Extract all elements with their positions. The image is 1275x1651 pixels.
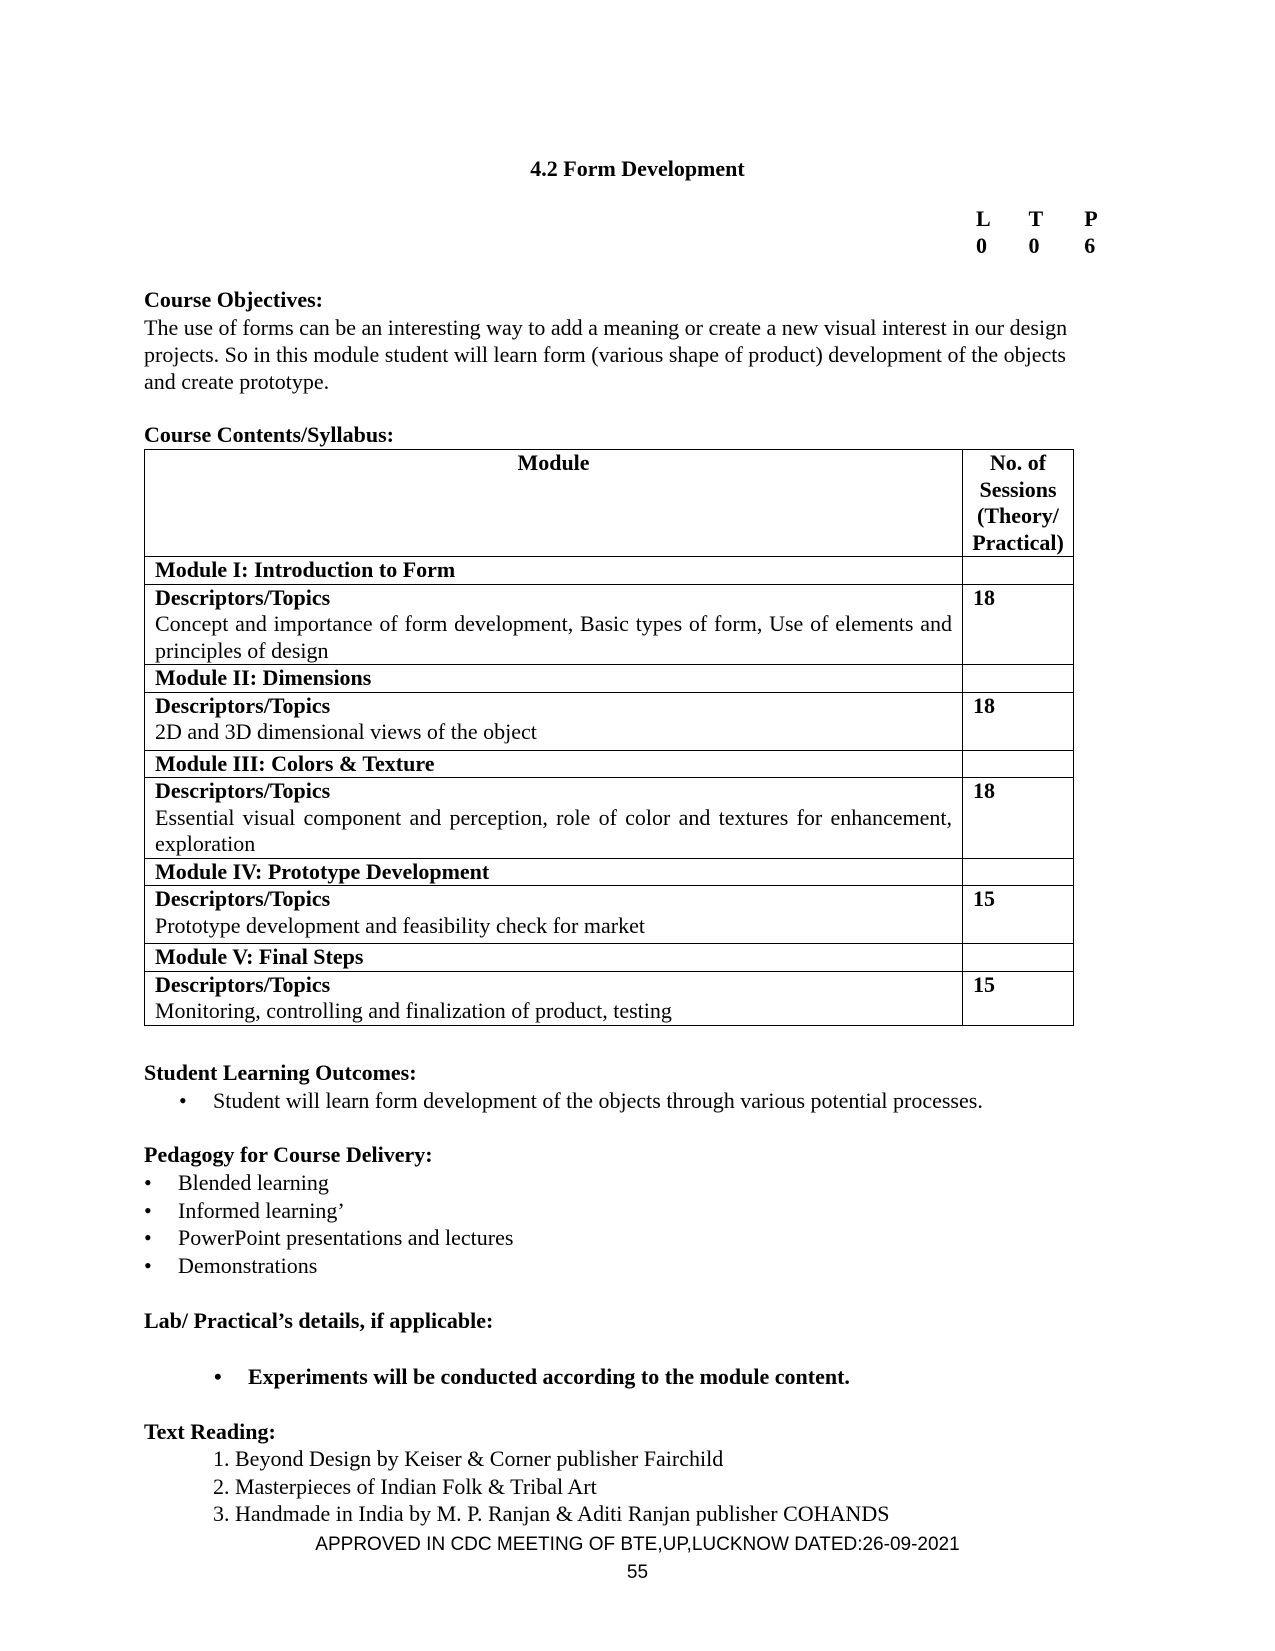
- module-title: Module II: Dimensions: [145, 665, 963, 693]
- page-title: 4.2 Form Development: [530, 156, 745, 181]
- module-title-empty-cell: [963, 750, 1074, 778]
- topics-label: Descriptors/Topics: [155, 692, 331, 718]
- list-item: 1. Beyond Design by Keiser & Corner publisher Fairchild: [213, 1446, 724, 1471]
- approval-footer: APPROVED IN CDC MEETING OF BTE,UP,LUCKNOW DATED:26-09-2021: [315, 1534, 960, 1555]
- ltp-header-l: L: [976, 206, 991, 231]
- module-title-row: [145, 557, 1074, 585]
- objectives-text: [144, 314, 1134, 395]
- objectives-line: projects. So in this module student will learn form (various shape of product) development of the objects: [144, 342, 1066, 367]
- list-item: 3. Handmade in India by M. P. Ranjan & Aditi Ranjan publisher COHANDS: [213, 1501, 890, 1526]
- list-item: [179, 1087, 983, 1115]
- topics-content: Monitoring, controlling and finalization of product, testing: [155, 998, 672, 1023]
- list-item: [214, 1363, 850, 1391]
- topics-content: Prototype development and feasibility check for market: [155, 912, 645, 938]
- module-sessions: 18: [963, 692, 1074, 750]
- list-item: 2. Masterpieces of Indian Folk & Tribal Art: [213, 1473, 597, 1499]
- outcomes-list: [179, 1087, 983, 1115]
- module-title-row: [145, 665, 1074, 693]
- module-topics-row: [145, 692, 1074, 750]
- module-topics-cell: [145, 971, 963, 1025]
- topics-label: Descriptors/Topics: [155, 886, 331, 911]
- lab-heading: Lab/ Practical’s details, if applicable:: [144, 1308, 494, 1333]
- ltp-table: [960, 206, 1140, 260]
- module-title: Module III: Colors & Texture: [145, 750, 963, 778]
- bullet-icon: •: [144, 1225, 152, 1250]
- bullet-icon: •: [179, 1088, 187, 1113]
- header-sessions-line: (Theory/: [977, 503, 1059, 528]
- reading-list: [213, 1445, 889, 1528]
- ltp-header-p: P: [1084, 206, 1098, 231]
- list-item: [144, 1197, 513, 1225]
- reading-heading: Text Reading:: [144, 1419, 276, 1444]
- topics-content: 2D and 3D dimensional views of the object: [155, 719, 537, 744]
- module-title: Module IV: Prototype Development: [145, 858, 963, 886]
- objectives-heading: Course Objectives:: [144, 287, 324, 312]
- bullet-icon: •: [144, 1170, 152, 1195]
- module-sessions: 15: [963, 886, 1074, 944]
- list-item: [144, 1224, 514, 1252]
- module-title: Module V: Final Steps: [145, 944, 963, 972]
- list-item-text: Blended learning: [178, 1170, 329, 1195]
- topics-label: Descriptors/Topics: [155, 584, 331, 610]
- ltp-value-t: 0: [1028, 233, 1040, 258]
- bullet-icon: •: [214, 1364, 222, 1389]
- module-title-empty-cell: [963, 944, 1074, 972]
- module-topics-cell: [145, 692, 963, 750]
- ltp-header-t: T: [1028, 206, 1044, 231]
- syllabus-table: [144, 449, 1074, 1026]
- header-sessions-line: Sessions: [979, 476, 1057, 502]
- module-topics-cell: [145, 778, 963, 859]
- list-item: [144, 1252, 513, 1280]
- module-topics-row: [145, 971, 1074, 1025]
- module-topics-row: [145, 778, 1074, 859]
- module-topics-row: [145, 584, 1074, 665]
- lab-list: [214, 1363, 850, 1391]
- ltp-header-row: [960, 206, 1140, 233]
- syllabus-header-row: [145, 450, 1074, 557]
- ltp-value-p: 6: [1084, 233, 1096, 258]
- list-item-text: PowerPoint presentations and lectures: [178, 1225, 514, 1250]
- objectives-line: and create prototype.: [144, 369, 330, 394]
- pedagogy-list: [144, 1169, 514, 1279]
- bullet-icon: •: [144, 1197, 152, 1223]
- bullet-icon: •: [144, 1252, 152, 1278]
- list-item-text: Student will learn form development of the objects through various potential processes.: [213, 1088, 983, 1113]
- module-sessions: 15: [963, 971, 1074, 1025]
- module-sessions: 18: [963, 584, 1074, 665]
- ltp-value-row: [960, 233, 1140, 260]
- header-module: Module: [145, 450, 963, 557]
- page-number: 55: [626, 1562, 649, 1583]
- topics-content: Essential visual component and perception, role of color and textures for enhancement, exploration: [155, 804, 952, 856]
- module-topics-row: [145, 886, 1074, 944]
- ltp-value-l: 0: [976, 233, 987, 258]
- module-topics-cell: [145, 886, 963, 944]
- module-title: Module I: Introduction to Form: [145, 557, 963, 585]
- module-title-row: [145, 750, 1074, 778]
- topics-label: Descriptors/Topics: [155, 971, 331, 997]
- module-title-empty-cell: [963, 665, 1074, 693]
- module-title-row: [145, 944, 1074, 972]
- header-sessions: [963, 450, 1074, 557]
- header-sessions-line: No. of: [989, 450, 1047, 475]
- module-sessions: 18: [963, 778, 1074, 859]
- module-title-empty-cell: [963, 557, 1074, 585]
- module-topics-cell: [145, 584, 963, 665]
- outcomes-heading: Student Learning Outcomes:: [144, 1060, 417, 1085]
- objectives-line: The use of forms can be an interesting way to add a meaning or create a new visual interest in our design: [144, 315, 1068, 340]
- topics-content: Concept and importance of form development, Basic types of form, Use of elements and principles of design: [155, 611, 952, 663]
- module-title-empty-cell: [963, 858, 1074, 886]
- topics-label: Descriptors/Topics: [155, 778, 331, 803]
- list-item-text: Demonstrations: [178, 1252, 318, 1278]
- list-item-text: Experiments will be conducted according to the module content.: [248, 1364, 850, 1389]
- syllabus-heading: Course Contents/Syllabus:: [144, 422, 394, 447]
- pedagogy-heading: Pedagogy for Course Delivery:: [144, 1142, 433, 1167]
- list-item-text: Informed learning’: [178, 1197, 345, 1223]
- list-item: [144, 1169, 513, 1197]
- module-title-row: [145, 858, 1074, 886]
- header-sessions-line: Practical): [972, 529, 1064, 555]
